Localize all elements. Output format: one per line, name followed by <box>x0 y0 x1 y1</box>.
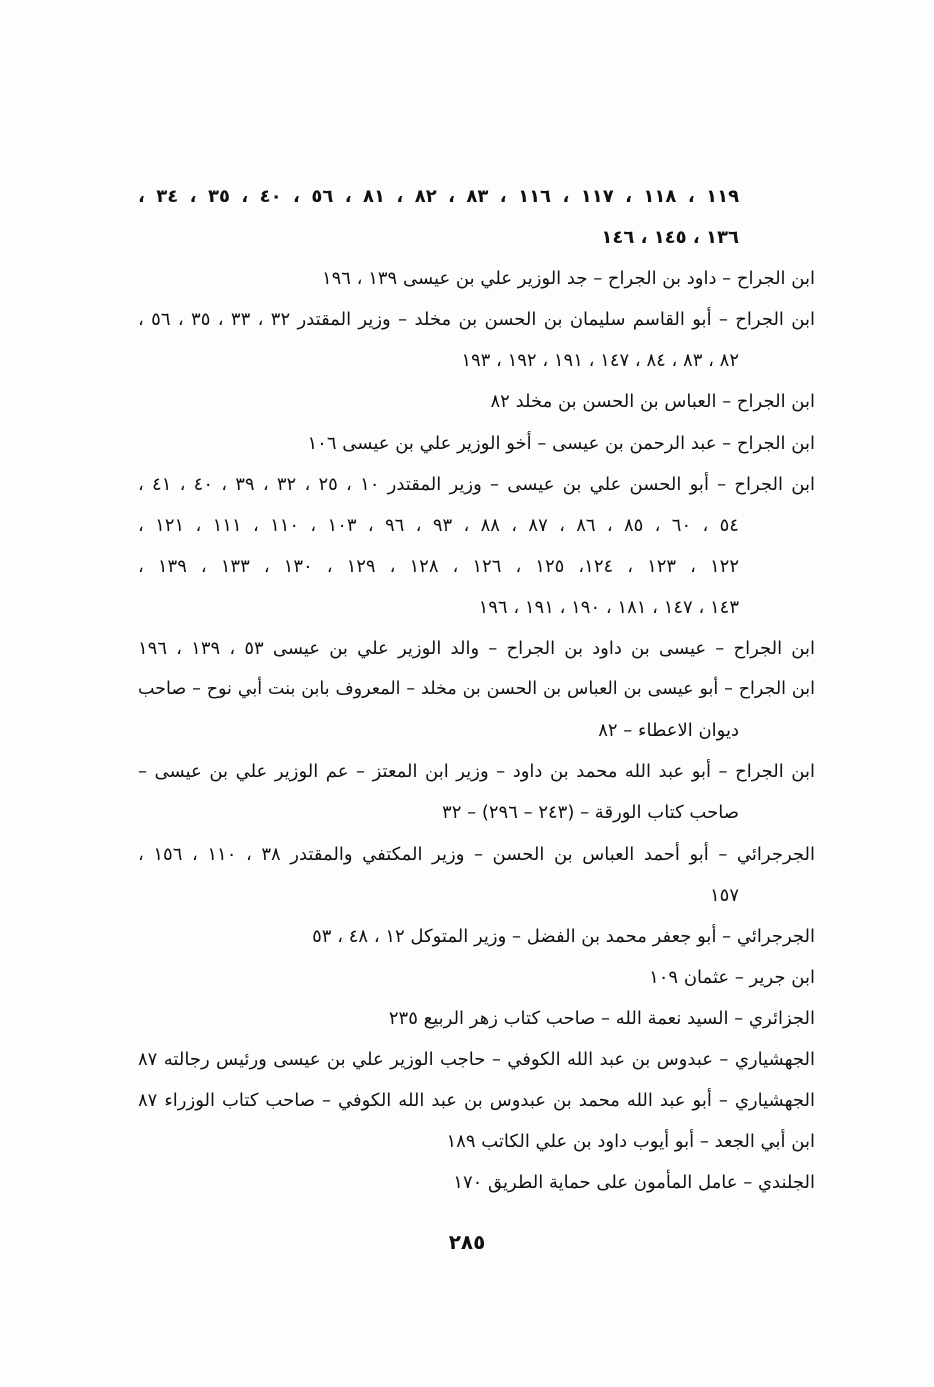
index-line-20: ابن جرير – عثمان ١٠٩ <box>649 966 815 988</box>
index-line-25: الجلندي – عامل المأمون على حماية الطريق ١٧٠ <box>453 1172 815 1194</box>
index-line-6: ابن الجراح – العباس بن الحسن بن مخلد ٨٢ <box>490 391 815 413</box>
index-line-3: ابن الجراح – داود بن الجراح – جد الوزير علي بن عيسى ١٣٩ ، ١٩٦ <box>321 268 815 290</box>
index-text-block <box>138 176 815 1203</box>
index-line-14: ديوان الاعطاء – ٨٢ <box>598 720 739 742</box>
index-line-23: الجهشياري – أبو عبد الله محمد بن عبدوس بن عبد الله الكوفي – صاحب كتاب الوزراء ٨٧ <box>138 1090 815 1112</box>
index-line-13: ابن الجراح – أبو عيسى بن العباس بن الحسن بن مخلد – المعروف بابن بنت أبي نوح – صاحب <box>138 679 815 700</box>
index-line-9: ٥٤ ، ٦٠ ، ٨٥ ، ٨٦ ، ٨٧ ، ٨٨ ، ٩٣ ، ٩٦ ، ١٠٣ ، ١١٠ ، ١١١ ، ١٢١ ، <box>138 514 739 536</box>
index-line-2: ١٣٦ ، ١٤٥ ، ١٤٦ <box>601 227 739 249</box>
index-line-18: ١٥٧ <box>709 884 739 906</box>
index-line-7: ابن الجراح – عبد الرحمن بن عيسى – أخو الوزير علي بن عيسى ١٠٦ <box>307 432 815 454</box>
index-line-4: ابن الجراح – أبو القاسم سليمان بن الحسن بن مخلد – وزير المقتدر ٣٢ ، ٣٣ ، ٣٥ ، ٥٦ ، <box>138 309 815 331</box>
index-line-24: ابن أبي الجعد – أبو أيوب داود بن علي الكاتب ١٨٩ <box>446 1131 815 1153</box>
index-line-8: ابن الجراح – أبو الحسن علي بن عيسى – وزير المقتدر ١٠ ، ٢٥ ، ٣٢ ، ٣٩ ، ٤٠ ، ٤١ ، <box>138 473 815 495</box>
index-line-16: صاحب كتاب الورقة – (٢٤٣ – ٢٩٦) – ٣٢ <box>442 802 739 824</box>
index-line-19: الجرجرائي – أبو جعفر محمد بن الفضل – وزير المتوكل ١٢ ، ٤٨ ، ٥٣ <box>312 925 815 947</box>
index-line-11: ١٤٣ ، ١٤٧ ، ١٨١ ، ١٩٠ ، ١٩١ ، ١٩٦ <box>478 596 739 618</box>
index-line-5: ٨٢ ، ٨٣ ، ٨٤ ، ١٤٧ ، ١٩١ ، ١٩٢ ، ١٩٣ <box>461 350 739 372</box>
index-line-17: الجرجرائي – أبو أحمد العباس بن الحسن – وزير المكتفي والمقتدر ٣٨ ، ١١٠ ، ١٥٦ ، <box>138 843 815 865</box>
index-line-21: الجزائري – السيد نعمة الله – صاحب كتاب زهر الربيع ٢٣٥ <box>388 1007 815 1029</box>
index-line-1: ١١٩ ، ١١٨ ، ١١٧ ، ١١٦ ، ٨٣ ، ٨٢ ، ٨١ ، ٥٦ ، ٤٠ ، ٣٥ ، ٣٤ ، <box>138 186 740 207</box>
index-line-15: ابن الجراح – أبو عبد الله محمد بن داود – وزير ابن المعتز – عم الوزير علي بن عيسى – <box>138 761 815 783</box>
index-line-22: الجهشياري – عبدوس بن عبد الله الكوفي – حاجب الوزير علي بن عيسى ورئيس رجالته ٨٧ <box>138 1048 815 1070</box>
index-line-10: ١٢٢ ، ١٢٣ ، ١٢٤، ١٢٥ ، ١٢٦ ، ١٢٨ ، ١٢٩ ، ١٣٠ ، ١٣٣ ، ١٣٩ ، <box>138 555 739 577</box>
page-number: ٢٨٥ <box>448 1230 486 1254</box>
index-line-12: ابن الجراح – عيسى بن داود بن الجراح – والد الوزير علي بن عيسى ٥٣ ، ١٣٩ ، ١٩٦ <box>138 638 815 660</box>
